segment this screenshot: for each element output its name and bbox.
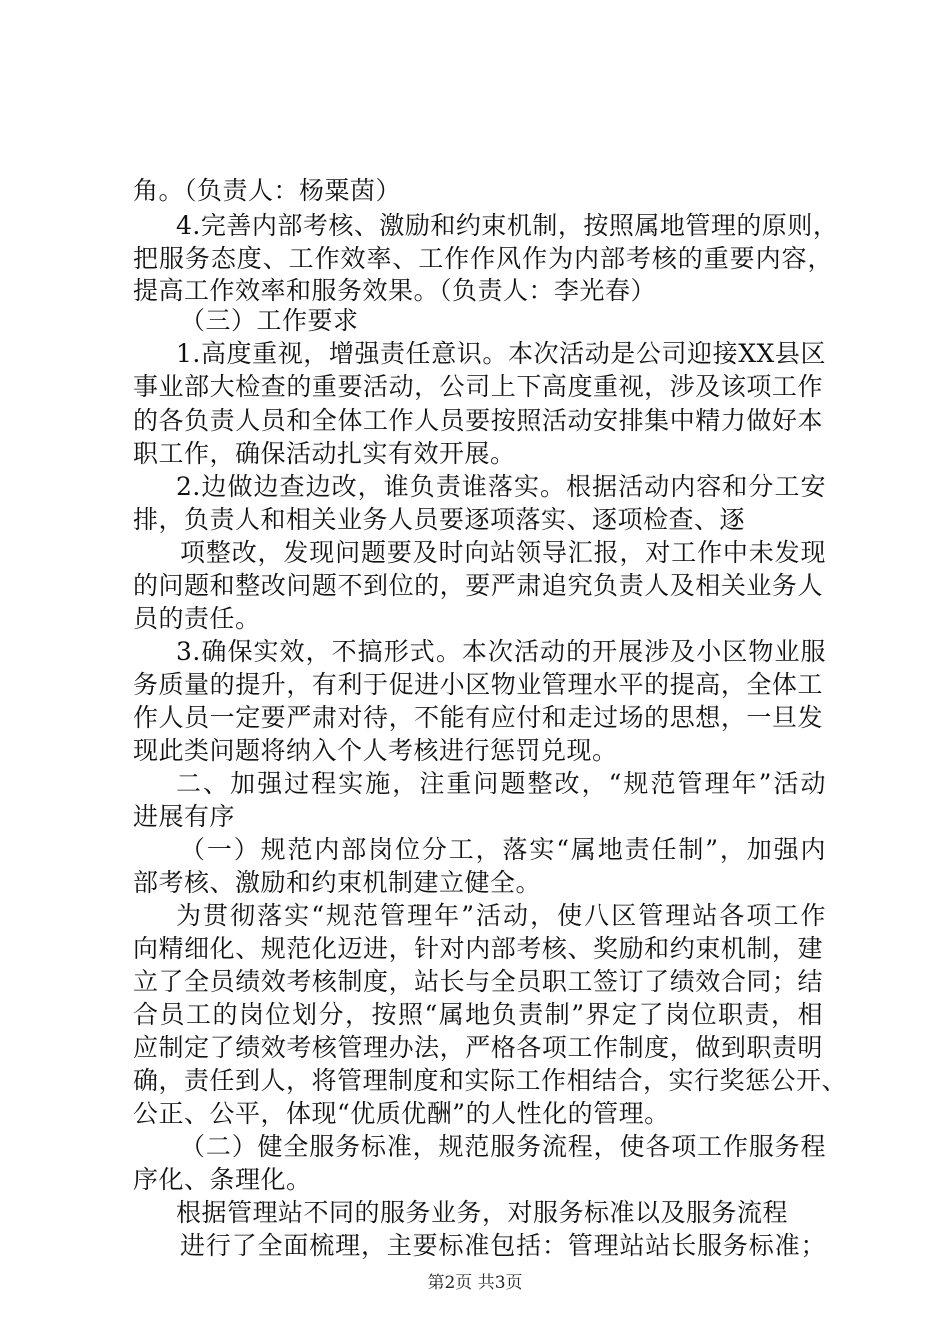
text-line: 1.高度重视，增强责任意识。本次活动是公司迎接XX县区 xyxy=(176,339,826,368)
page-footer: 第2页 共3页 xyxy=(427,1273,523,1293)
text-line: 把服务态度、工作效率、工作作风作为内部考核的重要内容， xyxy=(133,244,833,273)
text-line: 为贯彻落实“规范管理年”活动，使八区管理站各项工作 xyxy=(176,901,826,930)
text-line: 的问题和整改问题不到位的，要严肃追究负责人及相关业务人 xyxy=(133,571,823,600)
text-line: 3.确保实效，不搞形式。本次活动的开展涉及小区物业服 xyxy=(176,637,826,666)
text-line: 公正、公平，体现“优质优酬”的人性化的管理。 xyxy=(133,1099,670,1128)
text-line: 向精细化、规范化迈进，针对内部考核、奖励和约束机制，建 xyxy=(133,934,823,963)
text-line: 项整改，发现问题要及时向站领导汇报，对工作中未发现 xyxy=(180,538,826,567)
text-line: 立了全员绩效考核制度，站长与全员职工签订了绩效合同；结 xyxy=(133,967,823,996)
text-line: 务质量的提升，有利于促进小区物业管理水平的提高，全体工 xyxy=(133,670,823,699)
text-line: 角。（负责人：杨粟茵） xyxy=(133,176,402,205)
text-line: 现此类问题将纳入个人考核进行惩罚兑现。 xyxy=(133,736,618,765)
subsection-heading: 部考核、激励和约束机制建立健全。 xyxy=(133,868,542,897)
text-line: 事业部大检查的重要活动，公司上下高度重视，涉及该项工作 xyxy=(133,372,823,401)
text-line: 提高工作效率和服务效果。（负责人：李光春） xyxy=(133,276,657,305)
subsection-heading: （一）规范内部岗位分工，落实“属地责任制”，加强内 xyxy=(180,835,826,864)
text-line: 排，负责人和相关业务人员要逐项落实、逐项检查、逐 xyxy=(133,505,746,534)
text-line: 作人员一定要严肃对待，不能有应付和走过场的思想，一旦发 xyxy=(133,703,823,732)
text-line: 根据管理站不同的服务业务，对服务标准以及服务流程 xyxy=(176,1198,789,1227)
text-line: 2.边做边查边改，谁负责谁落实。根据活动内容和分工安 xyxy=(176,472,826,501)
text-line: 应制定了绩效考核管理办法，严格各项工作制度，做到职责明 xyxy=(133,1033,823,1062)
subsection-heading: （二）健全服务标准，规范服务流程，使各项工作服务程 xyxy=(180,1132,826,1161)
text-line: 职工作，确保活动扎实有效开展。 xyxy=(133,439,516,468)
subsection-heading: 序化、条理化。 xyxy=(133,1165,312,1194)
text-line: 合员工的岗位划分，按照“属地负责制”界定了岗位职责，相 xyxy=(133,1000,823,1029)
section-heading: 进展有序 xyxy=(133,802,236,831)
section-heading: （三）工作要求 xyxy=(180,306,359,335)
text-line: 4.完善内部考核、激励和约束机制，按照属地管理的原则， xyxy=(176,211,839,240)
text-line: 员的责任。 xyxy=(133,604,261,633)
text-line: 进行了全面梳理，主要标准包括：管理站站长服务标准； xyxy=(180,1231,826,1260)
text-line: 的各负责人员和全体工作人员要按照活动安排集中精力做好本 xyxy=(133,406,823,435)
section-heading: 二、加强过程实施，注重问题整改，“规范管理年”活动 xyxy=(176,769,826,798)
text-line: 确，责任到人，将管理制度和实际工作相结合，实行奖惩公开、 xyxy=(133,1066,848,1095)
